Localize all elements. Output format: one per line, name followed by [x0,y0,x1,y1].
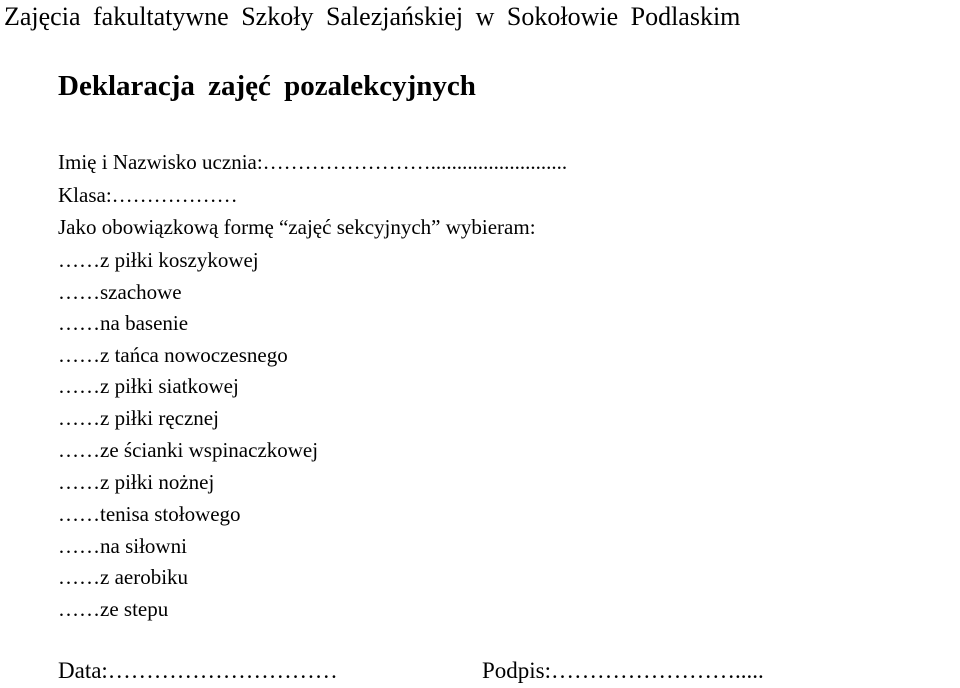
option-table-tennis: ……tenisa stołowego [58,502,241,526]
signature-field-label: Podpis:……………………..... [482,658,764,683]
date-field-label: Data:………………………… [58,658,338,683]
option-chess: ……szachowe [58,280,182,304]
declaration-title: Deklaracja zajęć pozalekcyjnych [58,70,476,102]
option-aerobics: ……z aerobiku [58,565,189,589]
choice-prompt: Jako obowiązkową formę “zajęć sekcyjnych” wybieram: [58,215,536,239]
option-swimming-pool: ……na basenie [58,311,189,335]
student-name-label: Imię i Nazwisko ucznia:…………………….......................... [58,150,568,174]
option-basketball: ……z piłki koszykowej [58,248,259,272]
option-step: ……ze stepu [58,597,169,621]
option-handball: ……z piłki ręcznej [58,406,219,430]
option-modern-dance: ……z tańca nowoczesnego [58,343,288,367]
option-football: ……z piłki nożnej [58,470,215,494]
option-gym: ……na siłowni [58,534,187,558]
option-climbing-wall: ……ze ścianki wspinaczkowej [58,438,319,462]
option-volleyball: ……z piłki siatkowej [58,374,239,398]
class-label: Klasa:……………… [58,183,238,207]
school-title: Zajęcia fakultatywne Szkoły Salezjańskiej w Sokołowie Podlaskim [4,2,741,31]
